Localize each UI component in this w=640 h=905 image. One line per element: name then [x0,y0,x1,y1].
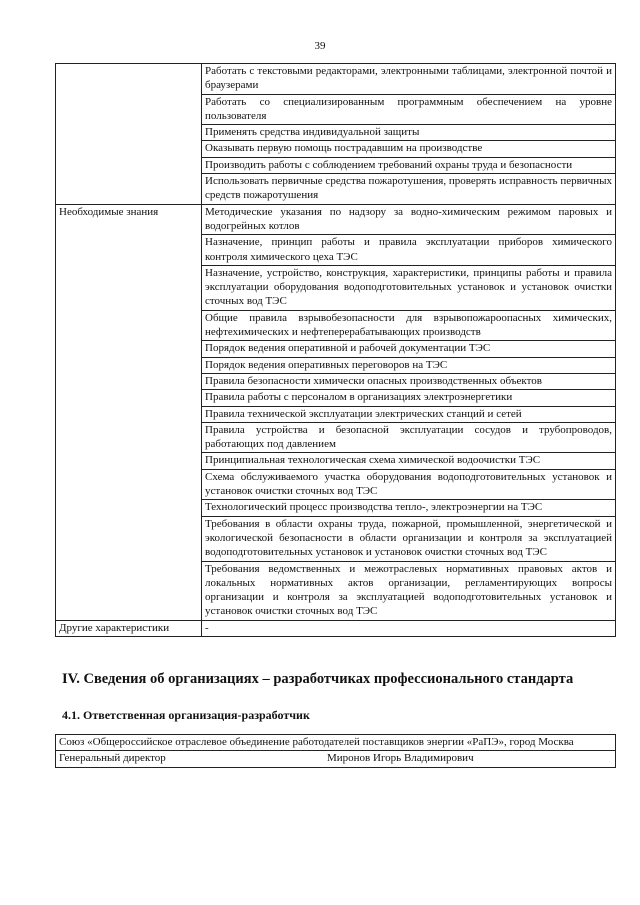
other-label: Другие характеристики [56,620,202,636]
table-row [56,735,616,751]
organization-name: Союз «Общероссийское отраслевое объединение работодателей поставщиков энергии «РаПЭ», город Москва [56,735,616,751]
organization-table [55,734,616,768]
other-value: - [202,620,616,636]
skills-label-cell [56,64,202,205]
knowledge-cell: Назначение, принцип работы и правила эксплуатации приборов химического контроля химического цеха ТЭС [202,235,616,266]
knowledge-cell: Порядок ведения оперативных переговоров на ТЭС [202,357,616,373]
knowledge-cell: Назначение, устройство, конструкция, характеристики, принципы работы и правила эксплуатации оборудования водоподготовительных установок и установок очистки сточных вод ТЭС [202,265,616,310]
skill-cell: Работать с текстовыми редакторами, электронными таблицами, электронной почтой и браузерами [202,64,616,95]
knowledge-cell: Принципиальная технологическая схема химической водоочистки ТЭС [202,453,616,469]
director-line [59,751,612,765]
knowledge-cell: Общие правила взрывобезопасности для взрывопожароопасных химических, нефтехимических и нефтеперерабатывающих производств [202,310,616,341]
section-title: IV. Сведения об организациях – разработчиках профессионального стандарта [62,671,574,687]
table-row [56,620,616,636]
subsection-title: 4.1. Ответственная организация-разработчик [62,708,310,722]
skill-cell: Применять средства индивидуальной защиты [202,125,616,141]
director-cell [56,751,616,767]
skill-cell: Оказывать первую помощь пострадавшим на производстве [202,141,616,157]
requirements-table [55,63,616,637]
director-role: Генеральный директор [59,752,166,765]
knowledge-cell: Методические указания по надзору за водно-химическим режимом паровых и водогрейных котлов [202,204,616,235]
knowledge-cell: Правила технической эксплуатации электрических станций и сетей [202,406,616,422]
table-row [56,751,616,767]
page-number: 39 [314,40,326,52]
knowledge-cell: Правила безопасности химически опасных производственных объектов [202,373,616,389]
director-name: Миронов Игорь Владимирович [327,752,474,765]
table-row [56,204,616,235]
knowledge-cell: Правила работы с персоналом в организациях электроэнергетики [202,390,616,406]
knowledge-cell: Технологический процесс производства тепло-, электроэнергии на ТЭС [202,500,616,516]
skill-cell: Производить работы с соблюдением требований охраны труда и безопасности [202,157,616,173]
knowledge-cell: Правила устройства и безопасной эксплуатации сосудов и трубопроводов, работающих под давлением [202,422,616,453]
skill-cell: Использовать первичные средства пожаротушения, проверять исправность первичных средств пожаротушения [202,174,616,205]
knowledge-cell: Порядок ведения оперативной и рабочей документации ТЭС [202,341,616,357]
knowledge-cell: Требования в области охраны труда, пожарной, промышленной, энергетической и экологической безопасности в области организации и контроля за эксплуатацией водоподготовительных установок и установок очистки сточных вод ТЭС [202,516,616,561]
table-row [56,64,616,95]
knowledge-cell: Требования ведомственных и межотраслевых нормативных правовых актов и локальных нормативных актов организации, регламентирующих вопросы организации и контроля за эксплуатацией водоподготовительных установок и установок очистки сточных вод ТЭС [202,561,616,620]
knowledge-cell: Схема обслуживаемого участка оборудования водоподготовительных установок и установок очистки сточных вод ТЭС [202,469,616,500]
knowledge-label: Необходимые знания [56,204,202,620]
skill-cell: Работать со специализированным программным обеспечением на уровне пользователя [202,94,616,125]
